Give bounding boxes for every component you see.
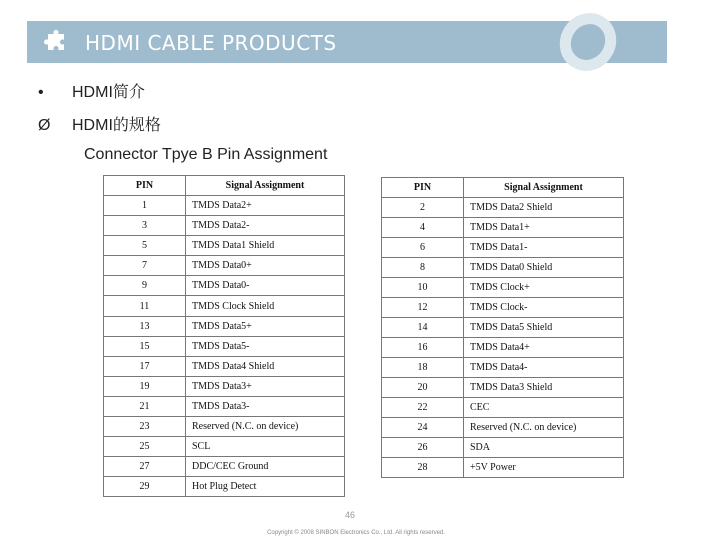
table-row bbox=[382, 238, 624, 258]
signal-cell: TMDS Data4- bbox=[464, 358, 624, 378]
signal-cell: TMDS Data5+ bbox=[186, 316, 345, 336]
signal-cell: TMDS Clock Shield bbox=[186, 296, 345, 316]
table-row bbox=[382, 298, 624, 318]
pin-number-cell: 27 bbox=[104, 457, 186, 477]
column-header: PIN bbox=[382, 178, 464, 198]
pin-number-cell: 3 bbox=[104, 216, 186, 236]
pin-number-cell: 22 bbox=[382, 398, 464, 418]
pin-number-cell: 16 bbox=[382, 338, 464, 358]
table-row bbox=[104, 356, 345, 376]
signal-cell: TMDS Data2+ bbox=[186, 196, 345, 216]
section-subheading: Connector Tpye B Pin Assignment bbox=[84, 146, 328, 163]
pin-number-cell: 10 bbox=[382, 278, 464, 298]
table-header-row bbox=[382, 178, 624, 198]
table-row bbox=[382, 218, 624, 238]
table-row bbox=[104, 457, 345, 477]
column-header: Signal Assignment bbox=[464, 178, 624, 198]
bullet-text: HDMI的规格 bbox=[72, 117, 161, 134]
table-row bbox=[104, 276, 345, 296]
pin-number-cell: 24 bbox=[382, 418, 464, 438]
signal-cell: CEC bbox=[464, 398, 624, 418]
signal-cell: Hot Plug Detect bbox=[186, 477, 345, 497]
signal-cell: TMDS Data2 Shield bbox=[464, 198, 624, 218]
page-number: 46 bbox=[344, 510, 355, 520]
signal-cell: TMDS Data3+ bbox=[186, 376, 345, 396]
column-header: Signal Assignment bbox=[186, 176, 345, 196]
pin-number-cell: 14 bbox=[382, 318, 464, 338]
pin-number-cell: 21 bbox=[104, 396, 186, 416]
signal-cell: TMDS Data0- bbox=[186, 276, 345, 296]
pin-number-cell: 11 bbox=[104, 296, 186, 316]
signal-cell: TMDS Data4+ bbox=[464, 338, 624, 358]
table-row bbox=[382, 318, 624, 338]
pin-number-cell: 1 bbox=[104, 196, 186, 216]
bullet-item bbox=[38, 79, 145, 102]
table-row bbox=[104, 396, 345, 416]
signal-cell: TMDS Data3 Shield bbox=[464, 378, 624, 398]
table-row bbox=[382, 418, 624, 438]
bullet-marker: Ø bbox=[38, 117, 51, 134]
pin-number-cell: 4 bbox=[382, 218, 464, 238]
signal-cell: Reserved (N.C. on device) bbox=[464, 418, 624, 438]
table-row bbox=[382, 258, 624, 278]
table-row bbox=[382, 458, 624, 478]
pin-number-cell: 9 bbox=[104, 276, 186, 296]
table-row bbox=[104, 316, 345, 336]
table-row bbox=[382, 358, 624, 378]
table-row bbox=[104, 336, 345, 356]
signal-cell: TMDS Data1+ bbox=[464, 218, 624, 238]
signal-cell: Reserved (N.C. on device) bbox=[186, 417, 345, 437]
table-row bbox=[382, 438, 624, 458]
pin-number-cell: 2 bbox=[382, 198, 464, 218]
pin-number-cell: 5 bbox=[104, 236, 186, 256]
pin-table-even bbox=[381, 177, 624, 478]
pin-number-cell: 19 bbox=[104, 376, 186, 396]
signal-cell: TMDS Data1 Shield bbox=[186, 236, 345, 256]
pin-number-cell: 20 bbox=[382, 378, 464, 398]
pin-number-cell: 7 bbox=[104, 256, 186, 276]
pin-number-cell: 23 bbox=[104, 417, 186, 437]
pin-number-cell: 12 bbox=[382, 298, 464, 318]
puzzle-icon bbox=[44, 30, 68, 54]
signal-cell: SDA bbox=[464, 438, 624, 458]
pin-number-cell: 6 bbox=[382, 238, 464, 258]
signal-cell: TMDS Data1- bbox=[464, 238, 624, 258]
signal-cell: TMDS Clock- bbox=[464, 298, 624, 318]
signal-cell: TMDS Clock+ bbox=[464, 278, 624, 298]
signal-cell: TMDS Data5- bbox=[186, 336, 345, 356]
signal-cell: TMDS Data4 Shield bbox=[186, 356, 345, 376]
pin-number-cell: 26 bbox=[382, 438, 464, 458]
column-header: PIN bbox=[104, 176, 186, 196]
signal-cell: TMDS Data0 Shield bbox=[464, 258, 624, 278]
copyright-text: Copyright © 2008 SINBON Electronics Co., Ltd. All rights reserved. bbox=[267, 530, 445, 536]
pin-number-cell: 18 bbox=[382, 358, 464, 378]
table-row bbox=[104, 417, 345, 437]
table-row bbox=[104, 216, 345, 236]
bullet-text: HDMI简介 bbox=[72, 84, 145, 101]
table-row bbox=[382, 278, 624, 298]
table-row bbox=[104, 236, 345, 256]
pin-number-cell: 29 bbox=[104, 477, 186, 497]
signal-cell: TMDS Data3- bbox=[186, 396, 345, 416]
signal-cell: DDC/CEC Ground bbox=[186, 457, 345, 477]
signal-cell: TMDS Data5 Shield bbox=[464, 318, 624, 338]
signal-cell: SCL bbox=[186, 437, 345, 457]
page-title: HDMI CABLE PRODUCTS bbox=[85, 31, 337, 55]
table-row bbox=[382, 378, 624, 398]
table-row bbox=[382, 198, 624, 218]
signal-cell: TMDS Data0+ bbox=[186, 256, 345, 276]
pin-table-odd bbox=[103, 175, 345, 497]
table-row bbox=[104, 296, 345, 316]
table-row bbox=[104, 376, 345, 396]
pin-number-cell: 25 bbox=[104, 437, 186, 457]
table-row bbox=[382, 338, 624, 358]
signal-cell: TMDS Data2- bbox=[186, 216, 345, 236]
pin-number-cell: 15 bbox=[104, 336, 186, 356]
pin-number-cell: 8 bbox=[382, 258, 464, 278]
table-row bbox=[104, 477, 345, 497]
pin-number-cell: 17 bbox=[104, 356, 186, 376]
pin-number-cell: 13 bbox=[104, 316, 186, 336]
pin-number-cell: 28 bbox=[382, 458, 464, 478]
table-row bbox=[104, 256, 345, 276]
signal-cell: +5V Power bbox=[464, 458, 624, 478]
table-row bbox=[104, 437, 345, 457]
bullet-marker: • bbox=[38, 84, 44, 101]
table-row bbox=[382, 398, 624, 418]
ring-decoration bbox=[553, 10, 623, 74]
table-header-row bbox=[104, 176, 345, 196]
bullet-item bbox=[38, 112, 161, 135]
table-row bbox=[104, 196, 345, 216]
